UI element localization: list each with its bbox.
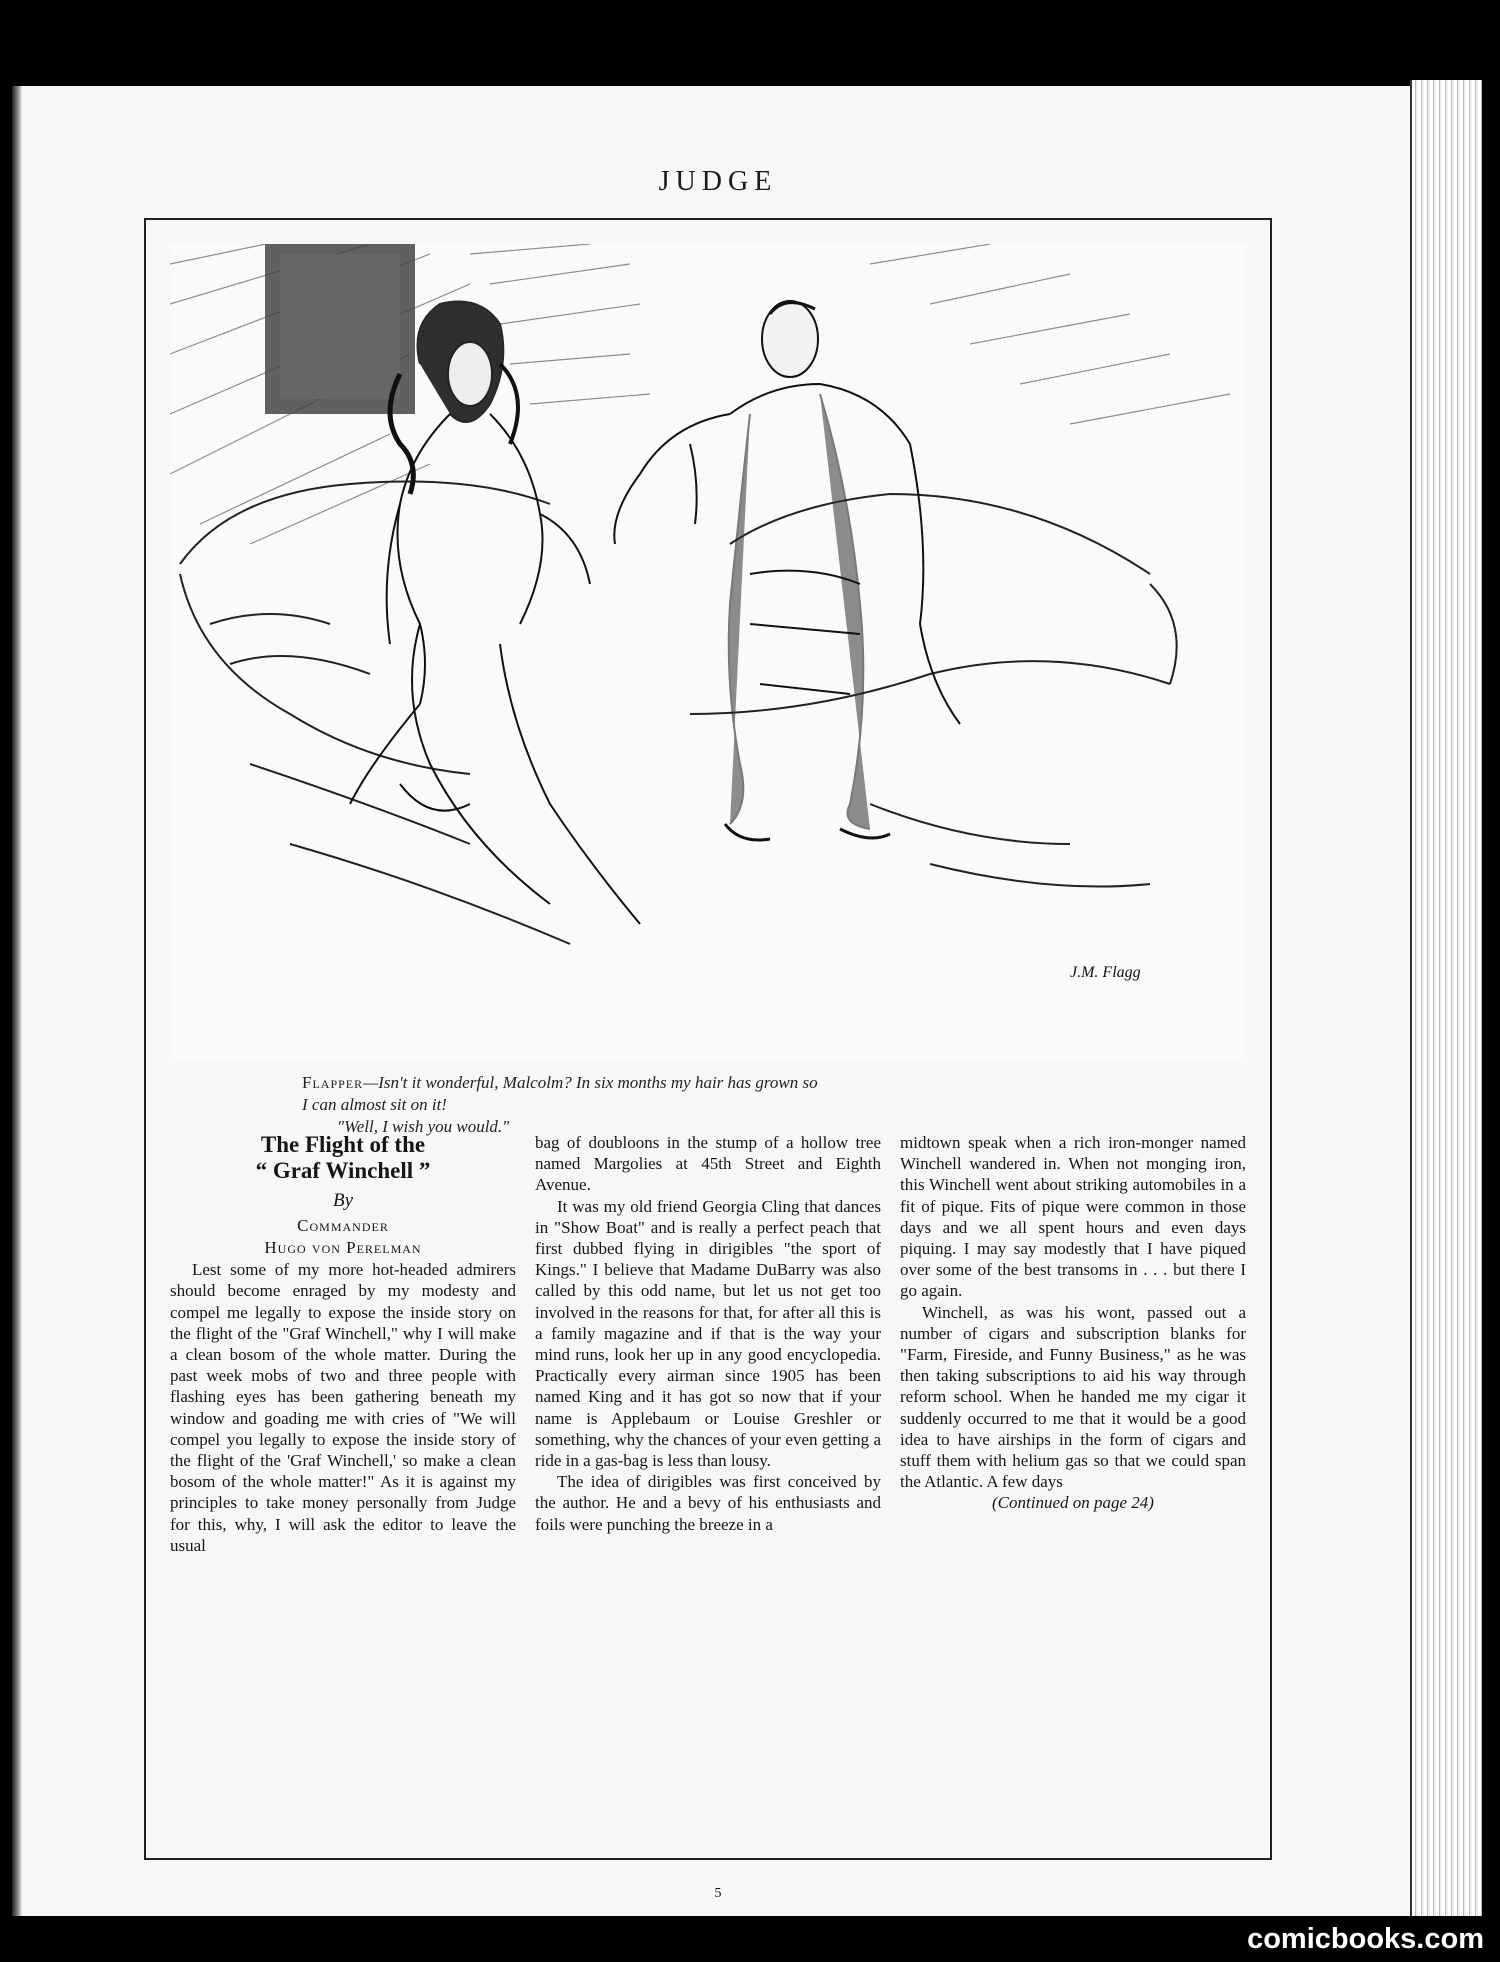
paragraph: bag of doubloons in the stump of a hollow tree named Margolies at 45th Street and Eighth Avenue. <box>535 1133 881 1195</box>
binding-gutter <box>12 86 22 1916</box>
site-watermark: comicbooks.com <box>1247 1923 1484 1955</box>
cartoon-illustration <box>170 244 1246 1062</box>
author-name: Commander Hugo von Perelman <box>264 1216 422 1258</box>
paragraph: Winchell, as was his wont, passed out a number of cigars and subscription blanks for "Farm, Fireside, and Funny Business," as he was then taking subscriptions to aid his way through reform school. When he handed me my cigar it suddenly occurred to me that it would be a good idea to have airships in the form of cigars and stuff them with helium gas so that we could span the Atlantic. A few days <box>900 1302 1246 1492</box>
cartoon-caption <box>302 1072 1202 1138</box>
caption-speaker: Flapper <box>302 1073 364 1092</box>
article-column-2 <box>535 1132 881 1847</box>
continued-note: (Continued on page 24) <box>992 1493 1154 1513</box>
woman-figure <box>350 302 640 925</box>
magazine-page <box>12 86 1424 1916</box>
article-columns <box>170 1132 1246 1847</box>
page-edges <box>1410 80 1482 1916</box>
article-column-1 <box>170 1132 516 1847</box>
content-frame <box>144 218 1272 1860</box>
artist-signature: J.M. Flagg <box>1070 964 1141 981</box>
caption-line-3: "Well, I wish you would." <box>337 1117 510 1136</box>
sofa-sketch <box>180 482 1177 945</box>
byline: By <box>332 1190 354 1211</box>
paragraph: It was my old friend Georgia Cling that dances in "Show Boat" and is really a perfect peach that first dubbed flying in dirigibles "the sport of Kings." I believe that Madame DuBarry was also called by this odd name, but let us not get too involved in the reasons for that, for after all this is a family magazine and if that is the way your mind runs, look her up in any good encyclopedia. Practically every airman since 1905 has been named King and it has got so now that if your name is Applebaum or Louise Greshler or something, why the chances of your even getting a ride in a gas-bag is less than lousy. <box>535 1196 881 1471</box>
caption-quote: —Isn't it wonderful, Malcolm? In six months my hair has grown so <box>363 1073 818 1092</box>
running-head: JUDGE <box>658 166 778 197</box>
paragraph: The idea of dirigibles was first conceived by the author. He and a bevy of his enthusiasts and foils were punching the breeze in a <box>535 1472 881 1534</box>
man-figure <box>614 301 960 840</box>
paragraph: Lest some of my more hot-headed admirers should become enraged by my modesty and compel me legally to expose the inside story on the flight of the "Graf Winchell," why I will make a clean bosom of the whole matter. During the past week mobs of two and three people with flashing eyes has been gathering beneath my window and goading me with cries of "We will compel you legally to expose the inside story of the flight of the 'Graf Winchell,' so make a clean bosom of the whole matter!" As it is against my principles to take money personally from Judge for this, why, I will ask the editor to leave the usual <box>170 1260 516 1555</box>
article-column-3 <box>900 1132 1246 1847</box>
caption-line-1 <box>302 1072 1202 1094</box>
sketch-drawing <box>170 244 1246 1062</box>
caption-line-2: I can almost sit on it! <box>302 1095 447 1114</box>
article-title: The Flight of the “ Graf Winchell ” <box>255 1132 431 1183</box>
page-number: 5 <box>714 1886 722 1901</box>
paragraph: midtown speak when a rich iron-monger named Winchell wandered in. When not monging iron, this Winchell went about striking automobiles in a fit of pique. Fits of pique were common in those days and we all spent hours and even days piquing. I may say modestly that I have piqued over some of the best transoms in . . . but there I go again. <box>900 1133 1246 1301</box>
